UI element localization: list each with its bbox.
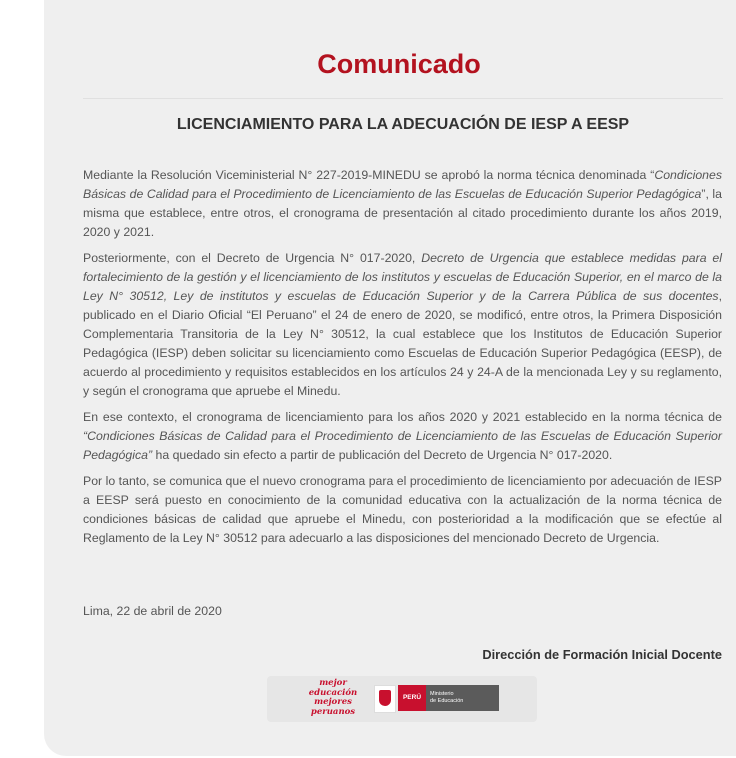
ministerio-label (426, 685, 499, 711)
paragraph-2-italic: Decreto de Urgencia que establece medidas para el fortalecimiento de la gestión y el licenciamiento de los institutos y escuelas de Educación Superior, en el marco de la Ley N° 30512, Ley de institutos y escuelas de Educación Superior y de la Carrera Pública de sus docentes (83, 251, 722, 303)
paragraph-1-text: Mediante la Resolución Viceministerial N° 227-2019-MINEDU se aprobó la norma técnica denominada “ (83, 168, 655, 182)
logo-line-4: peruanos (310, 706, 356, 717)
peru-crest-icon (374, 685, 396, 713)
logo-strip (267, 676, 537, 722)
peru-label: PERÚ (398, 685, 426, 711)
paragraph-2 (83, 249, 722, 401)
paragraph-3 (83, 408, 722, 465)
paragraph-3-text-end: ha quedado sin efecto a partir de publicación del Decreto de Urgencia N° 017-2020. (152, 448, 613, 462)
paragraph-1-italic: Condiciones Básicas de Calidad para el Procedimiento de Licenciamiento de las Escuelas de Educación Superior Pedagógica (83, 168, 722, 201)
signature: Dirección de Formación Inicial Docente (482, 647, 722, 662)
paragraph-2-text-end: , publicado en el Diario Oficial “El Peruano” el 24 de enero de 2020, se modificó, entre otros, la Primera Disposición Complementaria Transitoria de la Ley N° 30512, la cual establece que los Institutos de Educación Superior Pedagógica (IESP) deben solicitar su licenciamiento como Escuelas de Educación Superior Pedagógica (EESP), de acuerdo al procedimiento y requisitos establecidos en los artículos 24 y 24-A de la mencionada Ley y su reglamento, y según el cronograma que apruebe el Minedu. (83, 289, 722, 398)
ministerio-line-1: Ministerio (430, 691, 454, 697)
paragraph-3-italic: “Condiciones Básicas de Calidad para el Procedimiento de Licenciamiento de las Escuelas de Educación Superior Pedagógica” (83, 429, 722, 462)
logo-line-1: mejor (319, 678, 347, 688)
divider (83, 98, 723, 99)
paragraph-2-text: Posteriormente, con el Decreto de Urgencia N° 017-2020, (83, 251, 422, 265)
announcement-subtitle: LICENCIAMIENTO PARA LA ADECUACIÓN DE IESP A EESP (176, 116, 630, 133)
paragraph-4: Por lo tanto, se comunica que el nuevo cronograma para el procedimiento de licenciamiento por adecuación de IESP a EESP será puesto en conocimiento de la comunidad educativa con la actualización de la norma técnica de condiciones básicas de calidad que apruebe el Minedu, con posterioridad a la modificación que se efectúe al Reglamento de la Ley N° 30512 para adecuarlo a las disposiciones del mencionado Decreto de Urgencia. (83, 474, 722, 545)
paragraph-1-text-end: ”, la misma que establece, entre otros, el cronograma de presentación al citado procedimiento durante los años 2019, 2020 y 2021. (83, 187, 723, 239)
paragraph-1 (83, 166, 722, 242)
mejor-educacion-logo (305, 679, 361, 717)
announcement-body (83, 166, 722, 555)
logo-line-2: educación (308, 687, 358, 698)
date-line: Lima, 22 de abril de 2020 (83, 604, 222, 618)
ministerio-line-2: de Educación (430, 698, 464, 704)
logo-line-3: mejores (314, 697, 352, 707)
page-title: Comunicado (317, 49, 481, 79)
paragraph-3-text: En ese contexto, el cronograma de licenciamiento para los años 2020 y 2021 establecido en la norma técnica de (83, 410, 722, 424)
